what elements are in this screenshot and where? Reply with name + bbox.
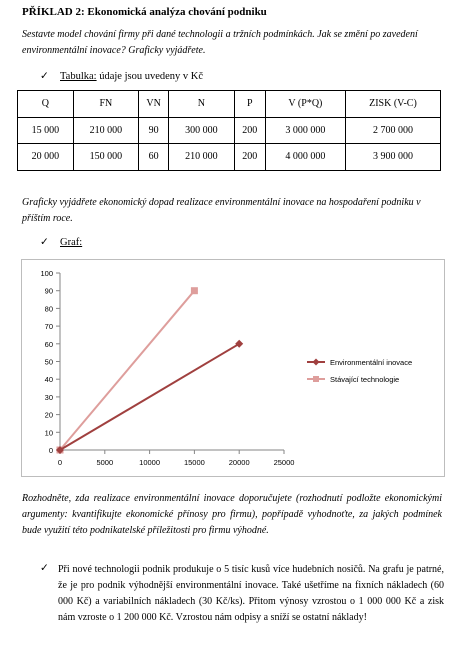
table-bullet-text: údaje jsou uvedeny v Kč [96,71,204,82]
table-bullet [40,70,203,82]
series-line [60,344,239,450]
line-chart [21,259,445,477]
table-cell: 4 000 000 [265,144,345,171]
decision-paragraph: Rozhodněte, zda realizace environmentální inovace doporučujete (rozhodnutí podložte ekonomickými argumenty: kvantifikujte ekonomické přínosy pro firmu), popřípadě vyhodnoťte, za jakých podmínek bude využití této podnikatelské příležitosti pro firmu výhodné. [22,493,442,536]
y-tick-label: 0 [48,446,53,455]
answer-paragraph: Při nové technologii podnik produkuje o 5 tisíc kusů více hudebních nosičů. Na grafu je patrné, že je pro podnik výhodnější environmentální inovace. Také ušetříme na fixních nákladech (60 000 Kč) a variabilních nákladech (30 Kč/ks). Přitom výnosy vzrostou o 1 000 000 Kč a zisk nám vzroste o 1 200 000 Kč. Vzrostou nám odpisy a sníží se ostatní náklady! [58,564,444,623]
x-tick-label: 10000 [139,458,161,467]
table-cell: 150 000 [73,144,138,171]
table-cell: 20 000 [18,144,74,171]
graph-bullet-label: Graf: [60,237,83,248]
legend-marker-square [313,376,319,382]
table-header-cell: V (P*Q) [265,91,345,118]
y-tick-label: 40 [44,375,53,385]
legend-marker-diamond [313,359,320,366]
table-header-cell: N [169,91,234,118]
y-tick-label: 70 [44,322,53,332]
x-tick-label: 0 [57,458,63,467]
y-tick-label: 20 [44,410,53,420]
data-point-square [191,287,198,294]
data-table [17,90,441,171]
table-cell: 15 000 [18,117,74,144]
table-cell: 200 [234,144,265,171]
x-tick-label: 5000 [96,458,114,467]
checkmark-icon: ✓ [40,71,49,82]
table-row [18,117,441,144]
x-tick-label: 20000 [228,458,250,467]
y-tick-label: 60 [44,339,53,349]
table-bullet-label: Tabulka: [60,71,97,82]
checkmark-icon: ✓ [40,563,49,574]
table-cell: 300 000 [169,117,234,144]
table-cell: 3 000 000 [265,117,345,144]
table-header-cell: FN [73,91,138,118]
chart-svg [22,260,444,476]
table-cell: 210 000 [73,117,138,144]
checkmark-icon: ✓ [40,237,49,248]
x-tick-label: 25000 [273,458,295,467]
table-header-cell: Q [18,91,74,118]
table-header-row [18,91,441,118]
table-row [18,144,441,171]
page-heading: PŘÍKLAD 2: Ekonomická analýza chování podniku [22,6,267,18]
x-tick-label: 15000 [183,458,205,467]
y-tick-label: 90 [44,286,53,296]
y-tick-label: 30 [44,392,53,402]
legend-label: Environmentální inovace [330,358,413,367]
table-header-cell: ZISK (V-C) [345,91,440,118]
legend-label: Stávající technologie [330,375,400,384]
table-cell: 200 [234,117,265,144]
table-cell: 210 000 [169,144,234,171]
table-cell: 3 900 000 [345,144,440,171]
y-tick-label: 10 [44,428,53,438]
table-cell: 60 [139,144,169,171]
table-cell: 90 [139,117,169,144]
table-cell: 2 700 000 [345,117,440,144]
graph-instruction: Graficky vyjádřete ekonomický dopad realizace environmentální inovace na hospodaření podniku v příštím roce. [22,197,421,224]
intro-paragraph: Sestavte model chování firmy při dané technologii a tržních podmínkách. Jak se změní po zavedení environmentální inovace? Graficky vyjádřete. [22,29,418,56]
table-header-cell: P [234,91,265,118]
graph-bullet [40,236,82,248]
y-tick-label: 50 [44,357,53,367]
table-header-cell: VN [139,91,169,118]
series-line [60,291,194,450]
y-tick-label: 100 [40,269,53,278]
y-tick-label: 80 [44,304,53,314]
